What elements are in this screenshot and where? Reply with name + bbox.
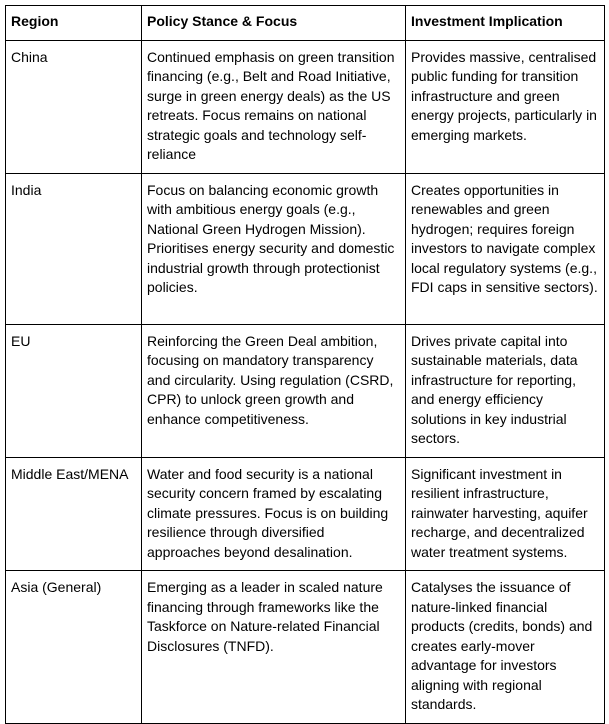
region-cell: Middle East/MENA — [6, 457, 142, 571]
table-header-row — [6, 6, 605, 41]
policy-cell: Water and food security is a national security concern framed by escalating climate pressures. Focus is on building resilience through diversified approaches beyond desalination. — [142, 457, 406, 571]
implication-cell: Catalyses the issuance of nature-linked financial products (credits, bonds) and creates early-mover advantage for investors aligning with regional standards. — [406, 571, 605, 724]
table-row — [6, 571, 605, 724]
region-cell: China — [6, 40, 142, 173]
header-region: Region — [6, 6, 142, 41]
region-cell: India — [6, 173, 142, 324]
policy-cell: Reinforcing the Green Deal ambition, focusing on mandatory transparency and circularity. Using regulation (CSRD, CPR) to unlock green growth and enhance competitiveness. — [142, 324, 406, 457]
table-row — [6, 173, 605, 324]
region-cell: EU — [6, 324, 142, 457]
table-row — [6, 40, 605, 173]
policy-cell: Continued emphasis on green transition financing (e.g., Belt and Road Initiative, surge in green energy deals) as the US retreats. Focus remains on national strategic goals and technology self-reliance — [142, 40, 406, 173]
implication-cell: Provides massive, centralised public funding for transition infrastructure and green energy projects, particularly in emerging markets. — [406, 40, 605, 173]
header-policy-stance: Policy Stance & Focus — [142, 6, 406, 41]
table-row — [6, 324, 605, 457]
policy-cell: Emerging as a leader in scaled nature financing through frameworks like the Taskforce on Nature-related Financial Disclosures (TNFD). — [142, 571, 406, 724]
region-cell: Asia (General) — [6, 571, 142, 724]
policy-table — [5, 5, 605, 724]
header-investment-implication: Investment Implication — [406, 6, 605, 41]
implication-cell: Drives private capital into sustainable materials, data infrastructure for reporting, and energy efficiency solutions in key industrial sectors. — [406, 324, 605, 457]
implication-cell: Significant investment in resilient infrastructure, rainwater harvesting, aquifer recharge, and decentralized water treatment systems. — [406, 457, 605, 571]
table-row — [6, 457, 605, 571]
implication-cell: Creates opportunities in renewables and green hydrogen; requires foreign investors to navigate complex local regulatory systems (e.g., FDI caps in sensitive sectors). — [406, 173, 605, 324]
policy-cell: Focus on balancing economic growth with ambitious energy goals (e.g., National Green Hydrogen Mission). Prioritises energy security and domestic industrial growth through protectionist policies. — [142, 173, 406, 324]
